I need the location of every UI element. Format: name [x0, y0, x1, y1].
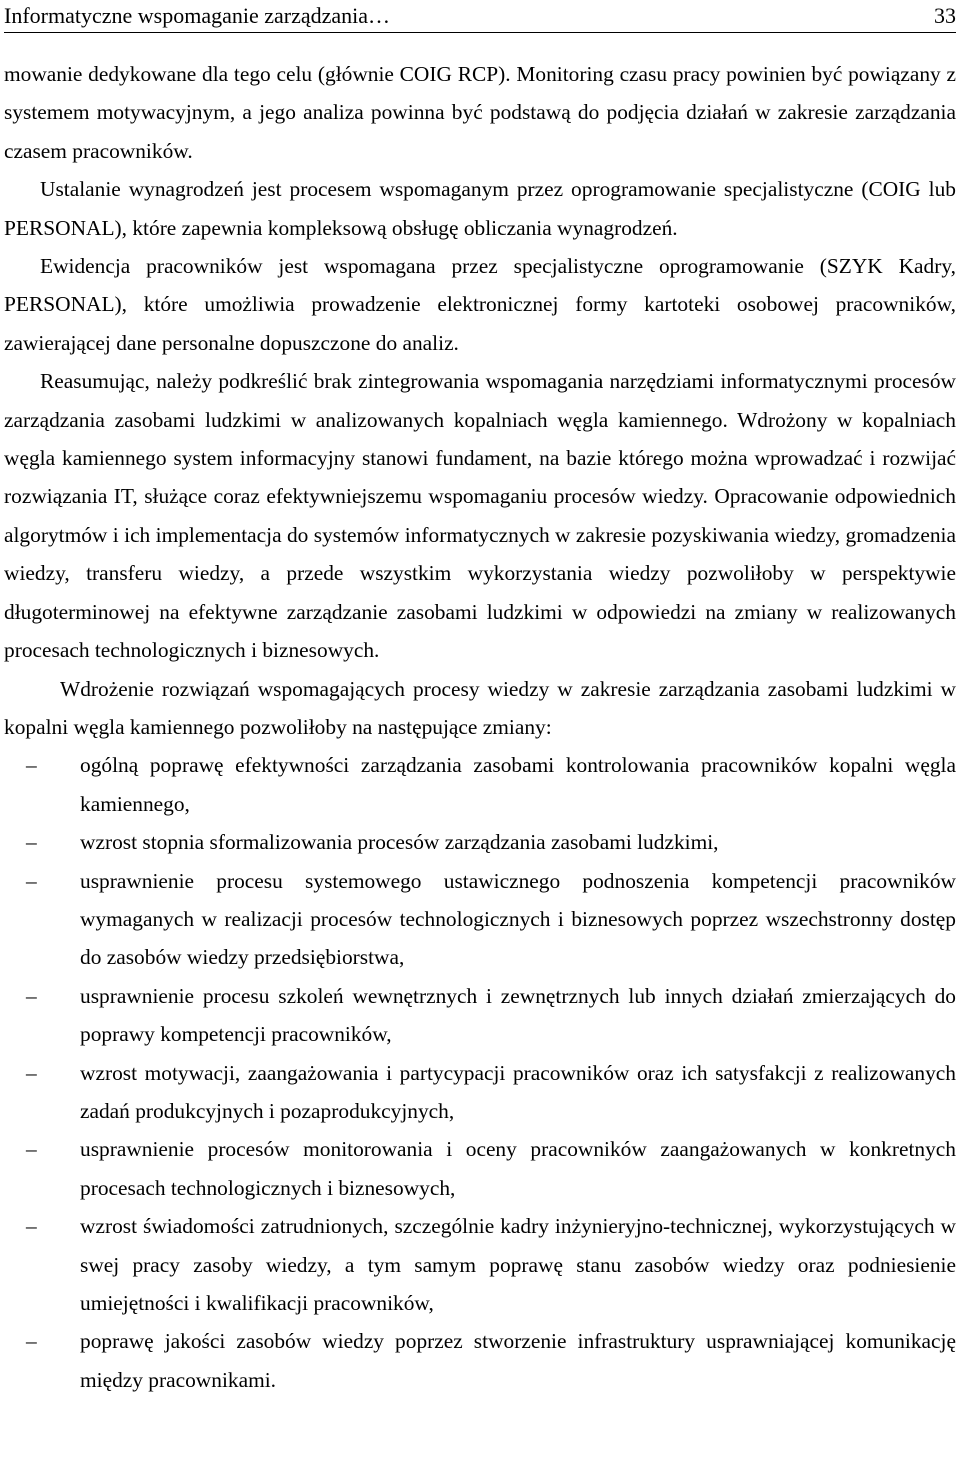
dash-marker: –	[26, 1137, 37, 1162]
list-item-text: usprawnienie procesu szkoleń wewnętrznych i zewnętrznych lub innych działań zmierzających do poprawy kompetencji pracowników,	[80, 983, 956, 1047]
list-item	[4, 746, 956, 823]
list-item	[4, 862, 956, 977]
body-text	[4, 55, 956, 1399]
list-item-text: wzrost motywacji, zaangażowania i partycypacji pracowników oraz ich satysfakcji z realizowanych zadań produkcyjnych i pozaprodukcyjnych,	[80, 1060, 956, 1123]
paragraph-ewidencja: Ewidencja pracowników jest wspomagana przez specjalistyczne oprogramowanie (SZYK Kadry, PERSONAL), które umożliwia prowadzenie elektronicznej formy kartoteki osobowej pracowników, zawierającej dane personalne dopuszczone do analiz.	[4, 254, 956, 355]
list-item	[4, 977, 956, 1054]
list-item-text: usprawnienie procesu systemowego ustawicznego podnoszenia kompetencji pracowników wymaganych w realizacji procesów technologicznych i biznesowych poprzez wszechstronny dostęp do zasobów wiedzy przedsiębiorstwa,	[80, 868, 956, 970]
dash-marker: –	[26, 830, 37, 855]
list-item	[4, 1322, 956, 1399]
header-title: Informatyczne wspomaganie zarządzania…	[4, 3, 391, 28]
paragraph-wynagrodzenia: Ustalanie wynagrodzeń jest procesem wspomaganym przez oprogramowanie specjalistyczne (COIG lub PERSONAL), które zapewnia kompleksową obsługę obliczania wynagrodzeń.	[4, 177, 956, 240]
dash-marker: –	[26, 868, 37, 893]
paragraph-continuation: mowanie dedykowane dla tego celu (głównie COIG RCP). Monitoring czasu pracy powinien być powiązany z systemem motywacyjnym, a jego analiza powinna być podstawą do podjęcia działań w zakresie zarządzania czasem pracowników.	[4, 62, 956, 163]
list-item	[4, 1130, 956, 1207]
paragraph-wdrozenie: Wdrożenie rozwiązań wspomagających procesy wiedzy w zakresie zarządzania zasobami ludzkimi w kopalni węgla kamiennego pozwoliłoby na następujące zmiany:	[4, 676, 956, 739]
dash-marker: –	[26, 1214, 37, 1239]
changes-list	[4, 746, 956, 1399]
list-item	[4, 823, 956, 861]
list-item	[4, 1207, 956, 1322]
list-item-text: ogólną poprawę efektywności zarządzania zasobami kontrolowania pracowników kopalni węgla kamiennego,	[80, 753, 956, 816]
dash-marker: –	[26, 983, 37, 1008]
list-item-text: usprawnienie procesów monitorowania i oceny pracowników zaangażowanych w konkretnych procesach technologicznych i biznesowych,	[80, 1137, 956, 1200]
list-item	[4, 1054, 956, 1131]
dash-marker: –	[26, 753, 37, 778]
dash-marker: –	[26, 1329, 37, 1354]
list-item-text: wzrost świadomości zatrudnionych, szczególnie kadry inżynieryjno-technicznej, wykorzystujących w swej pracy zasoby wiedzy, a tym samym poprawę stanu zasobów wiedzy oraz podniesienie umiejętności i kwalifikacji pracowników,	[80, 1214, 956, 1315]
running-header	[4, 0, 956, 33]
page-number: 33	[934, 3, 956, 28]
list-item-text: wzrost stopnia sformalizowania procesów zarządzania zasobami ludzkimi,	[80, 830, 719, 855]
paragraph-reasumujac: Reasumując, należy podkreślić brak zintegrowania wspomagania narzędziami informatycznymi procesów zarządzania zasobami ludzkimi w analizowanych kopalniach węgla kamiennego. Wdrożony w kopalniach węgla kamiennego system informacyjny stanowi fundament, na bazie którego można wprowadzać i rozwijać rozwiązania IT, służące coraz efektywniejszemu wspomaganiu procesów wiedzy. Opracowanie odpowiednich algorytmów i ich implementacja do systemów informatycznych w zakresie pozyskiwania wiedzy, gromadzenia wiedzy, transferu wiedzy, a przede wszystkim wykorzystania wiedzy pozwoliłoby w perspektywie długoterminowej na efektywne zarządzanie zasobami ludzkimi w odpowiedzi na zmiany w realizowanych procesach technologicznych i biznesowych.	[4, 369, 956, 663]
dash-marker: –	[26, 1060, 37, 1085]
list-item-text: poprawę jakości zasobów wiedzy poprzez stworzenie infrastruktury usprawniającej komunikację między pracownikami.	[80, 1329, 956, 1392]
